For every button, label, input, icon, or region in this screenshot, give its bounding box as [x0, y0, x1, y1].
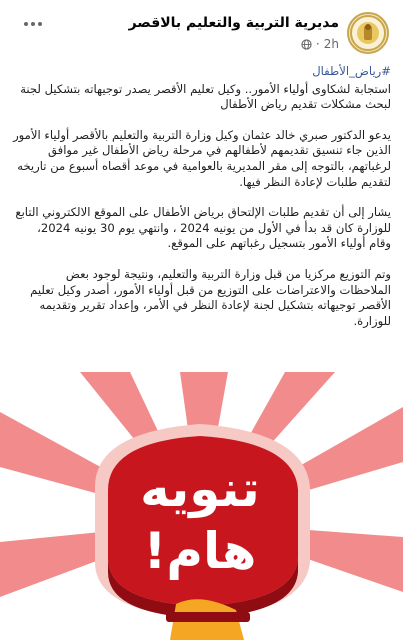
more-options-button[interactable]	[20, 16, 42, 32]
paragraph-3: يشار إلى أن تقديم طلبات الإلتحاق برياض الأطفال على الموقع الالكتروني التابع للوزارة كان قد بدأ في الأول من يونيه 2024 ، وانتهي يوم 30 يونيه 2024، وقام أولياء الأمور بتسجيل رغباتهم على الموقع.	[15, 205, 391, 251]
paragraph-1: استجابة لشكاوى أولياء الأمور.. وكيل تعليم الأقصر يصدر توجيهاته بتشكيل لجنة لبحث مشكلات تقديم رياض الأطفال	[20, 81, 391, 112]
directorate-logo-icon	[349, 14, 387, 52]
announcement-title-line2: هام!	[143, 522, 257, 580]
more-dots-icon	[38, 22, 42, 26]
announcement-graphic	[0, 372, 403, 640]
post-header	[0, 0, 403, 62]
post-time[interactable]: 2h	[323, 37, 339, 51]
avatar[interactable]	[347, 12, 389, 54]
paragraph-2: يدعو الدكتور صبري خالد عثمان وكيل وزارة التربية والتعليم بالأقصر أولياء الأمور الذين جاء تنسيق تقديمهم لأطفالهم في مرحلة رياض الأطفال غير موافق لرغباتهم، بالتوجه إلى مقر المديرية بالعوامية في موعد أقصاه أسبوع من تاريخه لتقديم طلبات لإعادة النظر فيها.	[13, 127, 391, 189]
post-image[interactable]	[0, 372, 403, 640]
hashtag-link[interactable]: #رياض_الأطفال	[312, 64, 391, 78]
globe-icon	[301, 39, 312, 50]
announcement-title-line1: تنويه	[140, 460, 260, 518]
paragraph-4: وتم التوزيع مركزيا من قبل وزارة التربية والتعليم، ونتيجة لوجود بعض الملاحظات والاعتراضات على التوزيع من قبل أولياء الأمور، أصدر وكيل تعليم الأقصر توجيهاته بتشكيل لجنة لإعادة النظر في الأمر، وإعداد تقرير وتقديمه للوزارة.	[30, 266, 391, 328]
post-meta: 2h ·	[301, 37, 339, 51]
post-text	[12, 64, 391, 344]
page-name[interactable]: مديرية التربية والتعليم بالاقصر	[128, 15, 339, 31]
